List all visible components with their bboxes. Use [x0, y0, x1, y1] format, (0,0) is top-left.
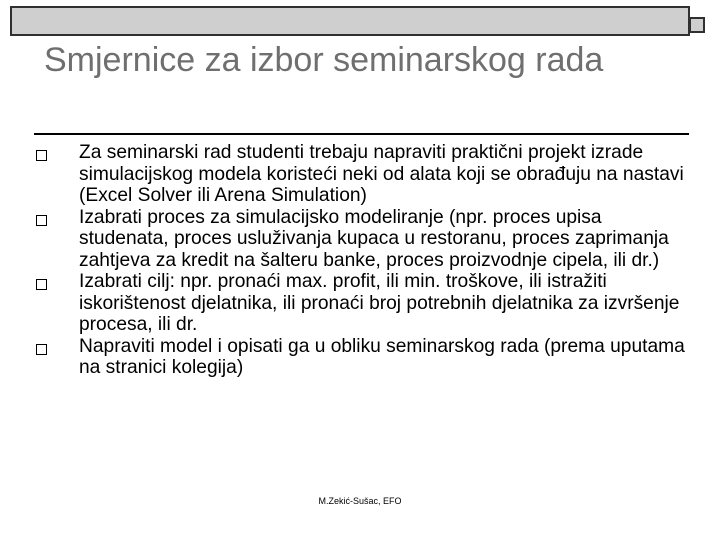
- bullet-text: Izabrati cilj: npr. pronaći max. profit, ili min. troškove, ili istražiti iskorištenost djelatnika, ili pronaći broj potrebnih djelatnika za izvršenje procesa, ili dr.: [79, 271, 680, 335]
- bullet-text: Napraviti model i opisati ga u obliku seminarskog rada (prema uputama na stranici kolegija): [79, 335, 685, 378]
- footer-author: M.Zekić-Sušac, EFO: [318, 496, 402, 506]
- square-bullet-icon: [36, 344, 47, 355]
- bullet-item: [36, 271, 691, 336]
- bullet-text: Izabrati proces za simulacijsko modeliranje (npr. proces upisa studenata, proces usluživanja kupaca u restoranu, proces zaprimanja zahtjeva za kredit na šalteru banke, proces proizvodnje cipela, ili dr.): [79, 206, 669, 271]
- square-bullet-icon: [36, 279, 47, 290]
- bullet-text: Za seminarski rad studenti trebaju napraviti praktični projekt izrade simulacijskog modela koristeći neki od alata koji se obrađuju na nastavi (Excel Solver ili Arena Simulation): [79, 142, 684, 206]
- bullet-list: [36, 142, 691, 379]
- slide-title: Smjernice za izbor seminarskog rada: [44, 41, 604, 79]
- bullet-item: [36, 207, 691, 272]
- square-bullet-icon: [36, 215, 47, 226]
- bullet-item: [36, 142, 691, 207]
- title-divider: [34, 133, 689, 135]
- square-bullet-icon: [36, 150, 47, 161]
- bullet-item: [36, 336, 691, 379]
- corner-square-decoration: [689, 17, 705, 33]
- header-decoration-bar: [10, 6, 690, 36]
